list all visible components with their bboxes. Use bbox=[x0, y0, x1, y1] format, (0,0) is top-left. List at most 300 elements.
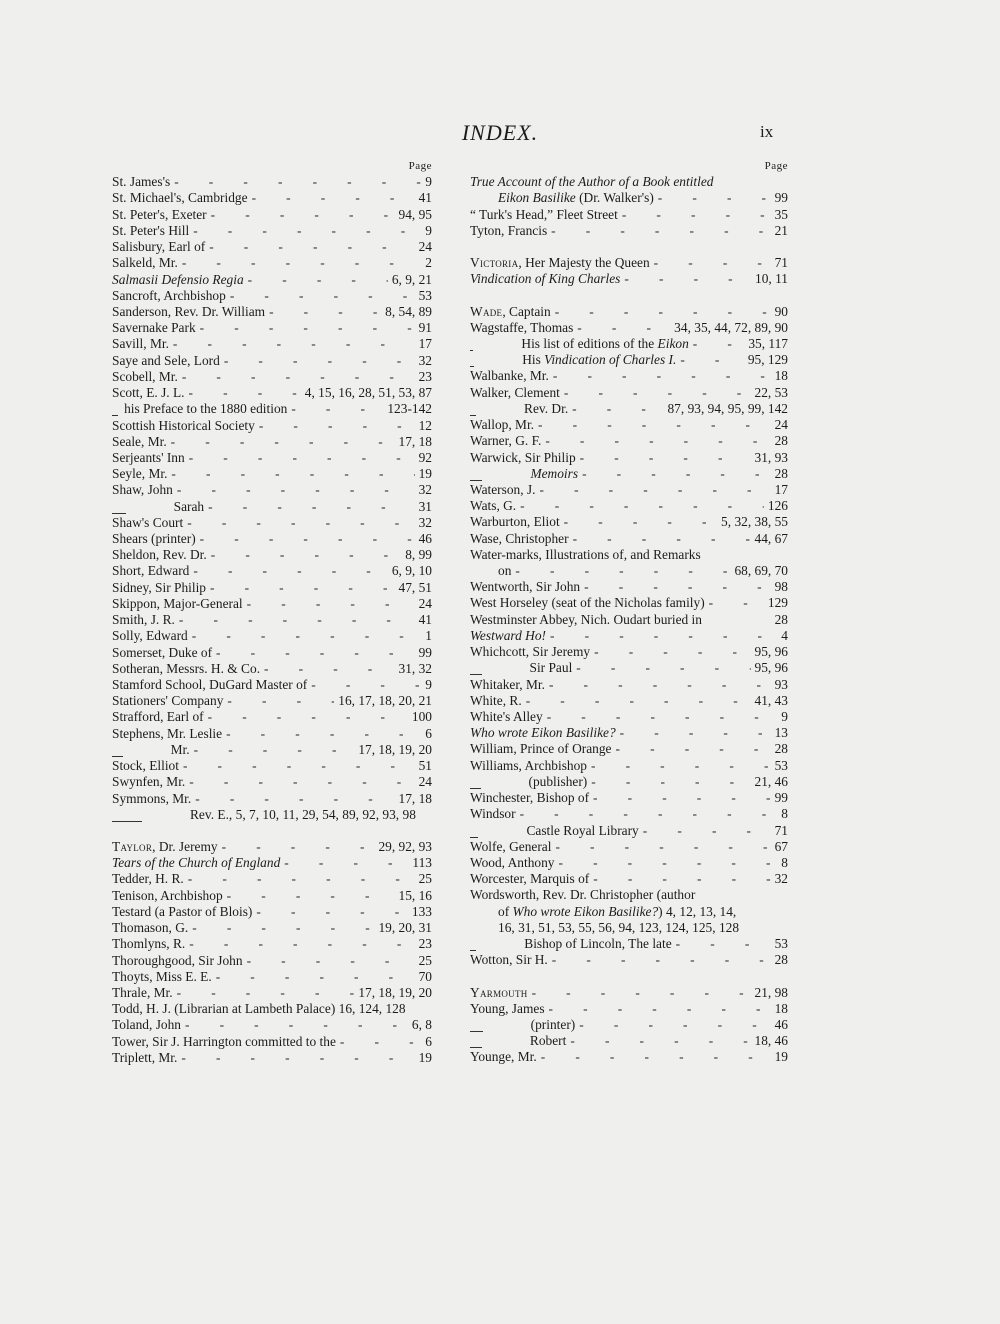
entry-name: Yarmouth bbox=[470, 984, 528, 1000]
entry-pages: 32 bbox=[418, 352, 432, 368]
entry-name: Taylor, Dr. Jeremy bbox=[112, 838, 218, 854]
index-entry bbox=[470, 466, 788, 482]
entry-pages: 10, 11 bbox=[755, 271, 788, 287]
index-entry bbox=[112, 725, 432, 741]
leader-dashes bbox=[181, 1050, 414, 1066]
index-entry bbox=[470, 757, 788, 773]
entry-pages: 123-142 bbox=[387, 401, 432, 417]
entry-name: Worcester, Marquis of bbox=[470, 871, 590, 887]
leader-dashes bbox=[182, 369, 415, 385]
entry-pages: 13 bbox=[774, 725, 788, 741]
index-entry bbox=[470, 709, 788, 725]
entry-name: St. Peter's Hill bbox=[112, 222, 190, 238]
repeat-dash bbox=[470, 674, 482, 675]
entry-pages: 8, 99 bbox=[405, 547, 432, 563]
entry-pages: 31 bbox=[418, 498, 432, 514]
index-entry bbox=[470, 271, 788, 287]
entry-name: Smith, J. R. bbox=[112, 612, 175, 628]
leader-dashes bbox=[284, 855, 408, 871]
entry-name: Wagstaffe, Thomas bbox=[470, 319, 574, 335]
leader-dashes bbox=[515, 563, 730, 579]
entry-name: Windsor bbox=[470, 806, 516, 822]
entry-name: Salmasii Defensio Regia bbox=[112, 271, 244, 287]
entry-pages: 87, 93, 94, 95, 99, 142 bbox=[667, 400, 788, 416]
leader-dashes bbox=[564, 514, 717, 530]
entry-name: Sarah bbox=[173, 498, 205, 514]
entry-pages: 29, 92, 93 bbox=[378, 838, 432, 854]
entry-pages: 21 bbox=[774, 222, 788, 238]
entry-pages: 24 bbox=[418, 774, 432, 790]
entry-name: Skippon, Major-General bbox=[112, 595, 243, 611]
entry-pages: 24 bbox=[418, 239, 432, 255]
index-entry bbox=[470, 822, 788, 838]
index-entry bbox=[470, 579, 788, 595]
index-entry bbox=[470, 806, 788, 822]
entry-name: Winchester, Bishop of bbox=[470, 790, 590, 806]
entry-name: Castle Royal Library bbox=[526, 822, 639, 838]
index-entry bbox=[112, 369, 432, 385]
index-entry bbox=[470, 223, 788, 239]
entry-pages: 32 bbox=[418, 482, 432, 498]
entry-pages: 17, 18, 19, 20 bbox=[358, 984, 432, 1000]
entry-pages: 17, 18 bbox=[398, 433, 432, 449]
entry-name: St. Michael's, Cambridge bbox=[112, 190, 248, 206]
entry-name: his Preface to the 1880 edition bbox=[124, 401, 288, 417]
index-entry bbox=[112, 774, 432, 790]
entry-pages: 99 bbox=[774, 190, 788, 206]
entry-pages: 6 bbox=[425, 725, 432, 741]
leader-dashes bbox=[545, 433, 770, 449]
index-entry bbox=[112, 239, 432, 255]
entry-name: Williams, Archbishop bbox=[470, 757, 587, 773]
entry-name: Robert bbox=[529, 1033, 567, 1049]
leader-dashes bbox=[311, 677, 421, 693]
leader-dashes bbox=[552, 952, 771, 968]
entry-name: Testard (a Pastor of Blois) bbox=[112, 903, 253, 919]
entry-name: Toland, John bbox=[112, 1017, 181, 1033]
index-entry bbox=[112, 904, 432, 920]
index-entry bbox=[470, 303, 788, 319]
index-entry bbox=[112, 839, 432, 855]
index-entry bbox=[470, 1033, 788, 1049]
entry-name: Thrale, Mr. bbox=[112, 984, 173, 1000]
index-entry bbox=[470, 482, 788, 498]
entry-pages: 53 bbox=[418, 287, 432, 303]
leader-dashes bbox=[211, 547, 401, 563]
entry-pages: 12 bbox=[418, 417, 432, 433]
leader-dashes bbox=[693, 336, 745, 352]
entry-name: Todd, H. J. (Librarian at Lambeth Palace) 16, 124, 128 bbox=[112, 1001, 406, 1017]
leader-dashes bbox=[547, 709, 778, 725]
entry-name: Bishop of Lincoln, The late bbox=[524, 936, 672, 952]
entry-pages: 28 bbox=[774, 465, 788, 481]
entry-pages: 41, 43 bbox=[754, 692, 788, 708]
entry-pages: 6, 9, 10 bbox=[391, 563, 432, 579]
index-entry bbox=[470, 174, 788, 190]
entry-pages: 70 bbox=[418, 968, 432, 984]
index-entry bbox=[470, 1001, 788, 1017]
entry-name: Memoirs bbox=[530, 465, 579, 481]
index-entry bbox=[470, 1049, 788, 1065]
entry-name: Sotheran, Messrs. H. & Co. bbox=[112, 660, 261, 676]
entry-pages: 94, 95 bbox=[398, 206, 432, 222]
index-entry bbox=[112, 807, 432, 823]
leader-dashes bbox=[558, 855, 777, 871]
entry-name: Who wrote Eikon Basilike? bbox=[470, 725, 616, 741]
index-entry bbox=[470, 384, 788, 400]
leader-dashes bbox=[211, 207, 395, 223]
leader-dashes bbox=[541, 1049, 771, 1065]
leader-dashes bbox=[200, 320, 415, 336]
leader-dashes bbox=[520, 806, 778, 822]
index-entry bbox=[112, 304, 432, 320]
entry-name: True Account of the Author of a Book entitled bbox=[470, 174, 714, 190]
entry-name: Warner, G. F. bbox=[470, 433, 542, 449]
leader-dashes bbox=[593, 871, 770, 887]
leader-dashes bbox=[187, 515, 414, 531]
index-entry bbox=[112, 985, 432, 1001]
entry-name: St. Peter's, Exeter bbox=[112, 206, 207, 222]
leader-dashes bbox=[579, 1017, 770, 1033]
leader-dashes bbox=[247, 596, 415, 612]
entry-pages: 99 bbox=[774, 790, 788, 806]
entry-name: Savernake Park bbox=[112, 320, 196, 336]
index-entry bbox=[112, 352, 432, 368]
entry-name: Vindication of King Charles bbox=[470, 271, 621, 287]
entry-name: Saye and Sele, Lord bbox=[112, 352, 220, 368]
leader-dashes bbox=[192, 628, 422, 644]
leader-dashes bbox=[709, 595, 764, 611]
entry-name: Savill, Mr. bbox=[112, 336, 169, 352]
index-entry bbox=[112, 693, 432, 709]
index-entry bbox=[470, 595, 788, 611]
entry-name: Sancroft, Archbishop bbox=[112, 287, 226, 303]
leader-dashes bbox=[247, 953, 415, 969]
index-entries bbox=[112, 174, 432, 1066]
leader-dashes bbox=[520, 498, 764, 514]
repeat-dash bbox=[470, 837, 478, 838]
leader-dashes bbox=[291, 401, 383, 417]
entry-pages: 113 bbox=[412, 855, 432, 871]
leader-dashes bbox=[256, 904, 408, 920]
repeat-dash bbox=[470, 1031, 483, 1032]
leader-dashes bbox=[532, 985, 751, 1001]
leader-dashes bbox=[216, 969, 415, 985]
entry-pages: 21, 98 bbox=[754, 984, 788, 1000]
leader-dashes bbox=[210, 580, 395, 596]
index-entry bbox=[112, 434, 432, 450]
entry-name: His Vindication of Charles I. bbox=[522, 352, 677, 368]
entry-name: Symmons, Mr. bbox=[112, 790, 192, 806]
entry-name: Tears of the Church of England bbox=[112, 855, 281, 871]
index-entry bbox=[112, 498, 432, 514]
repeat-dash bbox=[470, 480, 482, 481]
entry-name: Seale, Mr. bbox=[112, 433, 167, 449]
leader-dashes bbox=[269, 304, 381, 320]
entry-name: (printer) bbox=[530, 1016, 576, 1032]
index-entry bbox=[470, 449, 788, 465]
index-entry bbox=[470, 514, 788, 530]
entry-name: 16, 31, 51, 53, 55, 56, 94, 123, 124, 125, 128 bbox=[498, 919, 740, 935]
leader-dashes bbox=[526, 693, 751, 709]
entry-pages: 17, 18, 19, 20 bbox=[358, 741, 432, 757]
index-entry bbox=[470, 255, 788, 271]
index-entry bbox=[112, 466, 432, 482]
leader-dashes bbox=[230, 288, 415, 304]
index-entry bbox=[112, 547, 432, 563]
leader-dashes bbox=[570, 1033, 750, 1049]
index-entry bbox=[112, 644, 432, 660]
index-entry bbox=[112, 871, 432, 887]
leader-dashes bbox=[580, 450, 751, 466]
leader-dashes bbox=[577, 320, 670, 336]
index-entry bbox=[112, 190, 432, 206]
entry-pages: 2 bbox=[425, 255, 432, 271]
entry-name: “ Turk's Head,” Fleet Street bbox=[470, 206, 618, 222]
leader-dashes bbox=[538, 417, 771, 433]
entry-name: Waterson, J. bbox=[470, 481, 536, 497]
index-entry bbox=[112, 758, 432, 774]
entry-pages: 24 bbox=[418, 595, 432, 611]
entry-name: Eikon Basilike (Dr. Walker's) bbox=[498, 190, 654, 206]
index-entry bbox=[112, 1033, 432, 1049]
entry-pages: 95, 129 bbox=[747, 352, 788, 368]
entry-pages: 44, 67 bbox=[754, 530, 788, 546]
index-entry bbox=[112, 596, 432, 612]
entry-pages: 23 bbox=[418, 936, 432, 952]
entry-pages: 53 bbox=[774, 757, 788, 773]
entry-name: Seyle, Mr. bbox=[112, 466, 168, 482]
index-entry bbox=[470, 611, 788, 627]
leader-dashes bbox=[591, 774, 750, 790]
entry-pages: 71 bbox=[774, 822, 788, 838]
entry-pages: 31, 93 bbox=[754, 449, 788, 465]
index-entry bbox=[112, 320, 432, 336]
entry-name: Shears (printer) bbox=[112, 531, 196, 547]
entry-pages: 18 bbox=[774, 368, 788, 384]
leader-dashes bbox=[174, 174, 421, 190]
index-entry bbox=[112, 288, 432, 304]
index-entry bbox=[470, 903, 788, 919]
page-number: ix bbox=[760, 122, 774, 141]
entry-name: Thomlyns, R. bbox=[112, 936, 186, 952]
index-entry bbox=[470, 855, 788, 871]
leader-dashes bbox=[189, 774, 414, 790]
entry-name: Somerset, Duke of bbox=[112, 644, 213, 660]
entry-name: Walbanke, Mr. bbox=[470, 368, 549, 384]
leader-dashes bbox=[624, 271, 751, 287]
index-entry bbox=[112, 450, 432, 466]
entry-name: St. James's bbox=[112, 174, 171, 190]
entry-pages: 90 bbox=[774, 303, 788, 319]
entry-pages: 17 bbox=[774, 481, 788, 497]
index-entry bbox=[112, 531, 432, 547]
leader-dashes bbox=[551, 223, 770, 239]
index-entry bbox=[470, 790, 788, 806]
entry-pages: 24 bbox=[774, 417, 788, 433]
entry-pages: 9 bbox=[425, 174, 432, 190]
entry-name: Younge, Mr. bbox=[470, 1049, 537, 1065]
entry-name: White, R. bbox=[470, 692, 522, 708]
leader-dashes bbox=[208, 709, 408, 725]
entry-pages: 8, 54, 89 bbox=[385, 303, 432, 319]
index-entry bbox=[470, 563, 788, 579]
entry-name: Tower, Sir J. Harrington committed to the bbox=[112, 1033, 336, 1049]
leader-dashes bbox=[550, 628, 777, 644]
leader-dashes bbox=[189, 450, 415, 466]
index-entry bbox=[112, 563, 432, 579]
entry-name: Victoria, Her Majesty the Queen bbox=[470, 255, 650, 271]
entry-name: Triplett, Mr. bbox=[112, 1049, 178, 1065]
index-entry bbox=[470, 936, 788, 952]
entry-pages: 17, 18 bbox=[398, 790, 432, 806]
entry-pages: 19 bbox=[418, 466, 432, 482]
index-entry bbox=[112, 174, 432, 190]
index-entry bbox=[112, 417, 432, 433]
index-entry bbox=[112, 1001, 432, 1017]
entry-pages: 16, 17, 18, 20, 21 bbox=[338, 693, 432, 709]
entry-name: Water-marks, Illustrations of, and Remarks bbox=[470, 546, 701, 562]
leader-dashes bbox=[540, 482, 771, 498]
entry-pages: 41 bbox=[418, 190, 432, 206]
entry-name: Westward Ho! bbox=[470, 627, 547, 643]
entry-name: Shaw's Court bbox=[112, 514, 184, 530]
entry-name: Young, James bbox=[470, 1000, 545, 1016]
entry-name: Wentworth, Sir John bbox=[470, 579, 581, 595]
index-entry bbox=[112, 855, 432, 871]
leader-dashes bbox=[171, 466, 414, 482]
entry-pages: 32 bbox=[774, 871, 788, 887]
entry-pages: 8 bbox=[781, 806, 788, 822]
entry-name: Tyton, Francis bbox=[470, 222, 548, 238]
index-column-left bbox=[112, 158, 432, 1066]
entry-name: Westminster Abbey, Nich. Oudart buried in bbox=[470, 611, 702, 627]
index-entry bbox=[470, 336, 788, 352]
entry-name: Short, Edward bbox=[112, 563, 190, 579]
index-entry bbox=[470, 725, 788, 741]
index-entry bbox=[470, 433, 788, 449]
repeat-dash bbox=[112, 513, 126, 514]
leader-dashes bbox=[185, 1017, 408, 1033]
index-entry bbox=[470, 839, 788, 855]
entry-pages: 47, 51 bbox=[398, 579, 432, 595]
entry-name: Wolfe, General bbox=[470, 838, 552, 854]
entry-name: Shaw, John bbox=[112, 482, 173, 498]
leader-dashes bbox=[620, 725, 771, 741]
index-entry bbox=[470, 368, 788, 384]
repeat-dash bbox=[470, 950, 476, 951]
entry-pages: 17 bbox=[418, 336, 432, 352]
index-entry bbox=[112, 887, 432, 903]
leader-dashes bbox=[616, 741, 771, 757]
leader-dashes bbox=[549, 1001, 771, 1017]
index-entry bbox=[112, 223, 432, 239]
leader-dashes bbox=[593, 790, 771, 806]
entry-name: Solly, Edward bbox=[112, 628, 188, 644]
leader-dashes bbox=[189, 385, 301, 401]
index-entry bbox=[470, 871, 788, 887]
leader-dashes bbox=[183, 758, 415, 774]
index-entries bbox=[470, 174, 788, 1065]
entry-pages: 32 bbox=[418, 514, 432, 530]
index-entry bbox=[112, 579, 432, 595]
entry-pages: 129 bbox=[767, 595, 788, 611]
entry-name: Scott, E. J. L. bbox=[112, 385, 185, 401]
entry-pages: 19, 20, 31 bbox=[378, 920, 432, 936]
index-entry bbox=[112, 401, 432, 417]
entry-name: William, Prince of Orange bbox=[470, 741, 612, 757]
leader-dashes bbox=[553, 368, 771, 384]
entry-pages: 28 bbox=[774, 611, 788, 627]
repeat-dash bbox=[470, 350, 473, 351]
entry-name: of Who wrote Eikon Basilike?) 4, 12, 13, 14, bbox=[498, 903, 737, 919]
leader-dashes bbox=[189, 936, 414, 952]
entry-pages: 99 bbox=[418, 644, 432, 660]
leader-dashes bbox=[643, 823, 771, 839]
entry-pages: 23 bbox=[418, 368, 432, 384]
entry-name: Rev. Dr. bbox=[524, 400, 569, 416]
entry-pages: 28 bbox=[774, 433, 788, 449]
index-entry bbox=[470, 887, 788, 903]
index-entry bbox=[470, 628, 788, 644]
leader-dashes bbox=[192, 920, 374, 936]
index-entry bbox=[470, 676, 788, 692]
index-entry bbox=[112, 628, 432, 644]
entry-pages: 126 bbox=[767, 498, 788, 514]
entry-name: Rev. E., 5, 7, 10, 11, 29, 54, 89, 92, 93, 98 bbox=[190, 806, 416, 822]
entry-name: Stephens, Mr. Leslie bbox=[112, 725, 223, 741]
index-entry bbox=[112, 709, 432, 725]
index-entry bbox=[470, 206, 788, 222]
index-entry bbox=[470, 417, 788, 433]
repeat-dash bbox=[470, 366, 474, 367]
entry-name: Mr. bbox=[170, 741, 190, 757]
entry-pages: 28 bbox=[774, 952, 788, 968]
entry-pages: 22, 53 bbox=[754, 384, 788, 400]
entry-name: Sidney, Sir Philip bbox=[112, 579, 206, 595]
entry-name: Wallop, Mr. bbox=[470, 417, 535, 433]
index-entry bbox=[470, 320, 788, 336]
entry-name: Strafford, Earl of bbox=[112, 709, 204, 725]
leader-dashes bbox=[227, 888, 395, 904]
leader-dashes bbox=[222, 839, 375, 855]
entry-pages: 9 bbox=[425, 222, 432, 238]
leader-dashes bbox=[680, 352, 744, 368]
entry-name: Tenison, Archbishop bbox=[112, 887, 223, 903]
entry-name: Salkeld, Mr. bbox=[112, 255, 178, 271]
index-entry bbox=[112, 677, 432, 693]
leader-dashes bbox=[227, 693, 334, 709]
entry-name: Stationers' Company bbox=[112, 693, 224, 709]
leader-dashes bbox=[252, 190, 415, 206]
entry-pages: 67 bbox=[774, 838, 788, 854]
index-entry bbox=[470, 401, 788, 417]
entry-name: Thoyts, Miss E. E. bbox=[112, 968, 212, 984]
entry-pages: 25 bbox=[418, 871, 432, 887]
entry-pages: 98 bbox=[774, 579, 788, 595]
index-entry bbox=[112, 1017, 432, 1033]
page-column-label: Page bbox=[764, 160, 788, 172]
entry-pages: 46 bbox=[774, 1016, 788, 1032]
index-entry bbox=[112, 206, 432, 222]
entry-pages: 31, 32 bbox=[398, 660, 432, 676]
leader-dashes bbox=[173, 336, 415, 352]
leader-dashes bbox=[177, 482, 415, 498]
leader-dashes bbox=[171, 434, 395, 450]
entry-name: Whichcott, Sir Jeremy bbox=[470, 644, 591, 660]
index-entry bbox=[470, 644, 788, 660]
entry-pages: 4 bbox=[781, 627, 788, 643]
